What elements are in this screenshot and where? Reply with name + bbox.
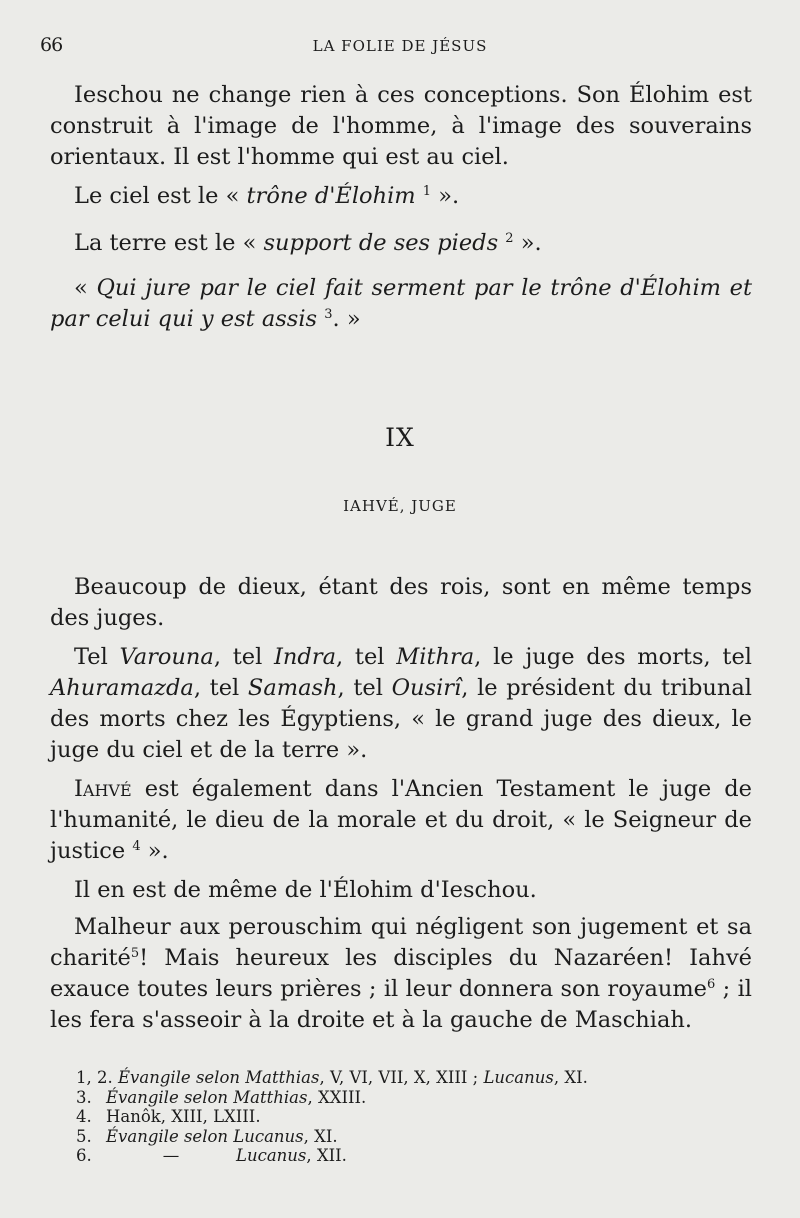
text-run: est également dans l'Ancien Testament le juge de l'humanité, le dieu de la morale et du droit, « le Seigneur de justice — [50, 776, 752, 864]
italic-text: Lucanus — [236, 1146, 307, 1165]
text-run: , tel — [193, 675, 248, 701]
footnote-number: 6. — [76, 1146, 92, 1165]
footnote — [76, 1107, 716, 1127]
text-run: , XI. — [303, 1126, 338, 1146]
italic-text: support de ses pieds — [263, 230, 499, 256]
paragraph — [50, 181, 752, 212]
paragraph — [50, 572, 752, 634]
footnote-number: 5. — [76, 1126, 92, 1146]
italic-text: Ahuramazda — [50, 675, 194, 701]
italic-text: Qui jure par le ciel fait serment par le trône d'Élohim et par celui qui y est assis — [50, 275, 752, 332]
footnote-number: 1, 2. — [76, 1068, 113, 1087]
paragraph — [50, 273, 752, 335]
footnote-ref: 3 — [324, 307, 333, 322]
text-run: La terre est le « — [74, 230, 264, 256]
running-header — [40, 34, 760, 58]
italic-text: Varouna — [119, 644, 214, 670]
text-run: . » — [332, 306, 361, 332]
italic-text: Lucanus — [483, 1068, 554, 1087]
paragraph — [50, 875, 752, 906]
italic-text: trône d'Élohim — [246, 183, 416, 209]
text-run: ». — [431, 183, 460, 209]
text-run: , tel — [336, 644, 397, 670]
paragraph — [50, 228, 752, 259]
paragraph — [50, 912, 752, 1036]
italic-text: selon Matthias — [195, 1068, 320, 1087]
text-run: , XXIII. — [307, 1087, 367, 1107]
text-run: , tel — [213, 644, 275, 670]
footnote — [76, 1146, 716, 1166]
italic-text: Ousirî — [391, 675, 462, 701]
text-run — [416, 183, 423, 209]
footnote-number: 3. — [76, 1087, 92, 1107]
italic-text: Mithra — [396, 644, 475, 670]
text-run: « — [74, 275, 97, 301]
footnote — [76, 1127, 716, 1147]
footnote — [76, 1088, 716, 1108]
footnotes — [76, 1068, 716, 1166]
text-run: ». — [513, 230, 542, 256]
paragraph — [50, 80, 752, 173]
footnote — [76, 1068, 716, 1088]
footnote-ref: 4 — [132, 839, 141, 854]
text-run: ». — [140, 838, 169, 864]
italic-text: Évangile selon Matthias — [106, 1087, 308, 1107]
text-run: , tel — [337, 675, 392, 701]
text-run: , V, VI, VII, X, XIII ; — [319, 1068, 484, 1087]
text-run: ! Mais heureux les disciples du Nazaréen! Iahvé exauce toutes leurs prières ; il leur donnera son royaume — [50, 945, 752, 1002]
italic-text: Indra — [274, 644, 336, 670]
text-run: Ieschou ne change rien à ces conceptions. Son Élohim est construit à l'image de l'homme, à l'image des souverains orientaux. Il est l'homme qui est au ciel. — [50, 82, 752, 170]
footnote-ref: 2 — [505, 231, 514, 246]
text-run: Le ciel est le « — [74, 183, 247, 209]
text-run: , XII. — [306, 1146, 347, 1165]
text-run: Tel — [74, 644, 120, 670]
running-title: LA FOLIE DE JÉSUS — [312, 37, 488, 55]
text-run: , le président du tribunal des morts chez les Égyptiens, « le grand juge des dieux, le juge du ciel et de la terre ». — [50, 675, 752, 763]
text-run: Hanôk, XIII, LXIII. — [106, 1107, 261, 1126]
italic-text: Évangile — [117, 1068, 191, 1087]
text-run: Il en est de même de l'Élohim d'Ieschou. — [74, 877, 537, 903]
text-run: ; il les fera s'asseoir à la droite et à la gauche de Maschiah. — [50, 976, 753, 1033]
footnote-number: 4. — [76, 1107, 92, 1126]
body-text-bottom — [50, 572, 752, 1036]
footnote-ref: 6 — [707, 977, 716, 992]
paragraph — [50, 642, 752, 766]
footnote-ref: 1 — [422, 184, 432, 199]
italic-text: Samash — [247, 675, 338, 701]
text-run: , le juge des morts, tel — [474, 644, 752, 670]
body-text-top — [50, 80, 752, 335]
paragraph — [50, 774, 752, 867]
section-number: IX — [385, 423, 415, 452]
small-caps-text: Iahvé — [74, 776, 132, 802]
ditto-dash: — — [162, 1146, 180, 1165]
section-title: IAHVÉ, JUGE — [343, 497, 457, 515]
footnote-ref: 5 — [130, 946, 140, 961]
text-run: Beaucoup de dieux, étant des rois, sont en même temps des juges. — [50, 574, 752, 631]
italic-text: Évangile selon Lucanus — [106, 1126, 304, 1146]
page-number: 66 — [40, 34, 63, 56]
text-run: Malheur aux perouschim qui négligent son jugement et sa charité — [50, 914, 752, 971]
text-run: , XI. — [553, 1068, 588, 1087]
